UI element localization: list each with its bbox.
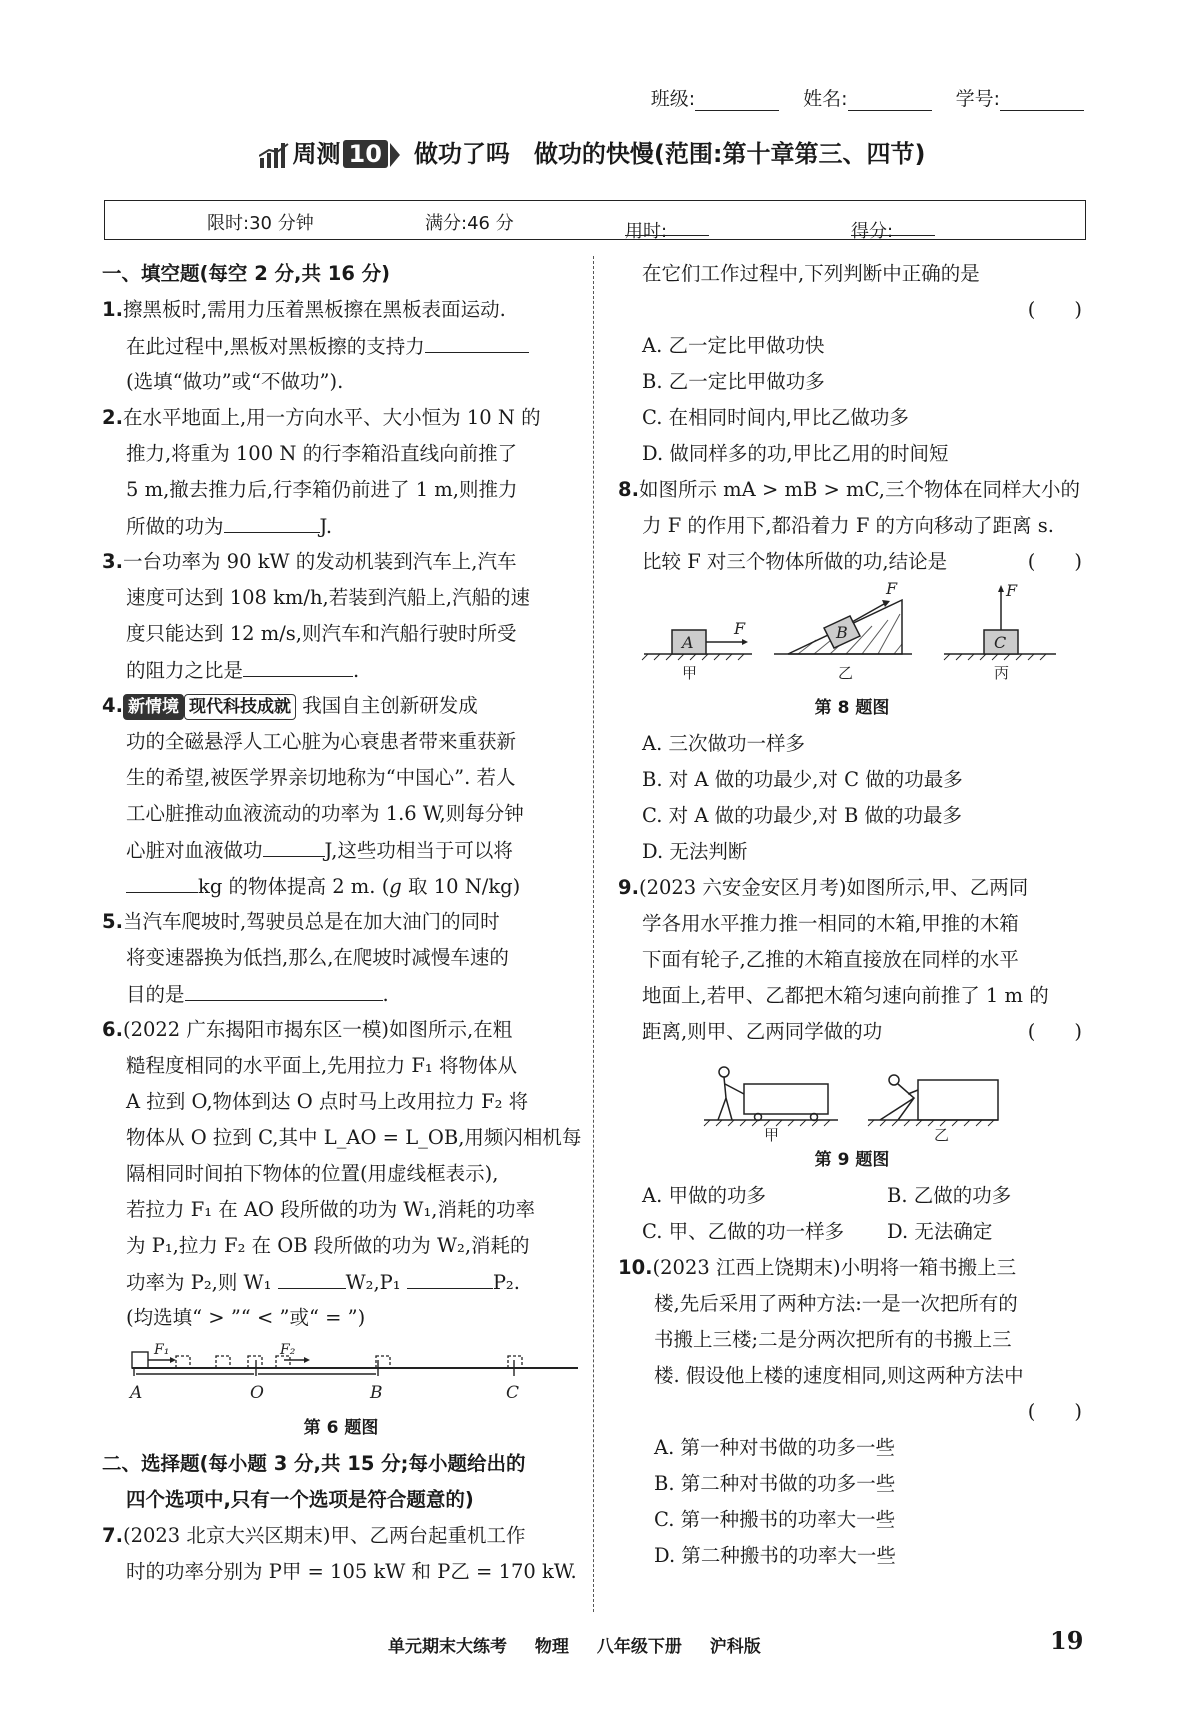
fig6-label-F1: F₁ [154, 1342, 170, 1358]
fig8-label-F-b: F [886, 580, 898, 598]
class-blank[interactable] [695, 90, 779, 111]
q9-option-b[interactable]: B. 乙做的功多 [887, 1184, 1012, 1207]
q5-blank[interactable] [185, 976, 383, 1001]
figure-6 [108, 1336, 578, 1410]
fig8-label-B: B [836, 623, 848, 642]
q6-line: W₂,P₁ [345, 1271, 401, 1294]
section2-heading: 四个选项中,只有一个选项是符合题意的) [126, 1488, 474, 1511]
q5-line: 将变速器换为低挡,那么,在爬坡时减慢车速的 [126, 946, 509, 969]
section1-heading: 一、填空题(每空 2 分,共 16 分) [102, 262, 391, 285]
fig8-label-C: C [994, 633, 1007, 652]
q9-number: 9. [618, 876, 639, 899]
q3-line: 度只能达到 12 m/s,则汽车和汽船行驶时所受 [126, 622, 517, 645]
q9-line: (2023 六安金安区月考)如图所示,甲、乙两同 [638, 876, 1029, 899]
q3-line: 速度可达到 108 km/h,若装到汽船上,汽船的速 [126, 586, 530, 609]
footer-edition: 沪科版 [709, 1637, 761, 1657]
q7-option-a[interactable]: A. 乙一定比甲做功快 [642, 334, 825, 357]
q10-option-a[interactable]: A. 第一种对书做的功多一些 [654, 1436, 895, 1459]
q3-blank[interactable] [243, 652, 353, 677]
fig6-label-B: B [370, 1383, 383, 1403]
fig9-label-jia: 甲 [764, 1126, 780, 1142]
q7-line: 时的功率分别为 P甲 = 105 kW 和 P乙 = 170 kW. [126, 1560, 577, 1583]
q9-line: 下面有轮子,乙推的木箱直接放在同样的水平 [642, 948, 1019, 971]
page-number: 19 [1050, 1626, 1084, 1655]
page-title [0, 134, 1184, 169]
q6-line: P₂. [492, 1271, 520, 1294]
score-blank[interactable] [851, 217, 935, 236]
q7-line: (2023 北京大兴区期末)甲、乙两台起重机工作 [122, 1524, 526, 1547]
q8-option-b[interactable]: B. 对 A 做的功最少,对 C 做的功最多 [642, 768, 963, 791]
section2-heading: 二、选择题(每小题 3 分,共 15 分;每小题给出的 [102, 1452, 526, 1475]
footer-grade: 八年级下册 [596, 1637, 682, 1657]
used-time-label: 用时: [625, 221, 668, 242]
q6-line: 隔相同时间拍下物体的位置(用虚线框表示), [126, 1162, 499, 1185]
right-column [618, 256, 1086, 1574]
q2-line: 所做的功为 [126, 515, 224, 538]
q4-line: kg 的物体提高 2 m. ( [198, 875, 390, 898]
q4-line: 我国自主创新研发成 [302, 694, 478, 717]
q5-line: 当汽车爬坡时,驾驶员总是在加大油门的同时 [122, 910, 500, 933]
q1-blank[interactable] [425, 328, 529, 353]
q6-line: 若拉力 F₁ 在 AO 段所做的功为 W₁,消耗的功率 [126, 1198, 535, 1221]
column-divider [593, 256, 594, 1612]
q6-line: 功率为 P₂,则 W₁ [126, 1271, 272, 1294]
fig8-label-bing: 丙 [994, 664, 1010, 682]
q8-line: 比较 F 对三个物体所做的功,结论是 [642, 550, 948, 573]
q5-period: . [382, 983, 389, 1006]
figure-6-caption: 第 6 题图 [303, 1418, 379, 1438]
q4-blank-2[interactable] [126, 868, 198, 893]
title-text: 做功了吗 做功的快慢(范围:第十章第三、四节) [413, 140, 926, 168]
q4-line: 生的希望,被医学界亲切地称为“中国心”. 若人 [126, 766, 516, 789]
q6-line: A 拉到 O,物体到达 O 点时马上改用拉力 F₂ 将 [126, 1090, 529, 1113]
q4-number: 4. [102, 694, 123, 717]
q4-line: 心脏对血液做功 [126, 839, 263, 862]
q10-option-d[interactable]: D. 第二种搬书的功率大一些 [654, 1544, 896, 1567]
fig8-label-A: A [682, 633, 694, 652]
q10-line: 楼. 假设他上楼的速度相同,则这两种方法中 [654, 1364, 1024, 1387]
q9-answer-paren[interactable]: ( ) [1027, 1020, 1082, 1043]
q9-option-d[interactable]: D. 无法确定 [887, 1220, 993, 1243]
q6-blank-1[interactable] [278, 1264, 346, 1289]
fig9-label-yi: 乙 [934, 1126, 950, 1142]
name-label: 姓名: [803, 88, 848, 110]
id-blank[interactable] [1000, 90, 1084, 111]
figure-8-caption: 第 8 题图 [814, 698, 890, 718]
fig6-label-F2: F₂ [280, 1342, 296, 1358]
page-footer [388, 1632, 783, 1657]
q9-option-a[interactable]: A. 甲做的功多 [642, 1184, 766, 1207]
class-label: 班级: [650, 88, 696, 110]
q4-line: 工心脏推动血液流动的功率为 1.6 W,则每分钟 [126, 802, 524, 825]
q4-blank-1[interactable] [263, 832, 325, 857]
q4-line: J,这些功相当于可以将 [324, 839, 513, 862]
q2-line: 在水平地面上,用一方向水平、大小恒为 10 N 的 [122, 406, 541, 429]
q8-line: 力 F 的作用下,都沿着力 F 的方向移动了距离 s. [642, 514, 1054, 537]
q10-option-c[interactable]: C. 第一种搬书的功率大一些 [654, 1508, 896, 1531]
q10-option-b[interactable]: B. 第二种对书做的功多一些 [654, 1472, 896, 1495]
q10-answer-paren[interactable]: ( ) [1027, 1400, 1082, 1423]
q9-option-c[interactable]: C. 甲、乙做的功一样多 [642, 1220, 845, 1243]
fig8-label-yi: 乙 [838, 664, 854, 682]
q6-line: 糙程度相同的水平面上,先用拉力 F₁ 将物体从 [126, 1054, 517, 1077]
q8-number: 8. [618, 478, 639, 501]
q2-number: 2. [102, 406, 123, 429]
q7-number: 7. [102, 1524, 123, 1547]
q2-line: 5 m,撤去推力后,行李箱仍前进了 1 m,则推力 [126, 478, 518, 501]
q10-line: (2023 江西上饶期末)小明将一箱书搬上三 [652, 1256, 1017, 1279]
q6-line: 为 P₁,拉力 F₂ 在 OB 段所做的功为 W₂,消耗的 [126, 1234, 530, 1257]
fig6-label-C: C [506, 1383, 520, 1403]
q7-option-d[interactable]: D. 做同样多的功,甲比乙用的时间短 [642, 442, 949, 465]
score-label: 得分: [851, 221, 894, 242]
name-blank[interactable] [848, 90, 932, 111]
q2-line: 推力,将重为 100 N 的行李箱沿直线向前推了 [126, 442, 518, 465]
bar-chart-icon [259, 142, 289, 168]
q9-line: 地面上,若甲、乙都把木箱匀速向前推了 1 m 的 [642, 984, 1049, 1007]
title-prefix: 周测 [292, 140, 341, 168]
q6-line: (2022 广东揭阳市揭东区一模)如图所示,在粗 [122, 1018, 513, 1041]
q3-period: . [353, 659, 360, 682]
student-info [651, 84, 1084, 111]
q1-line: 擦黑板时,需用力压着黑板擦在黑板表面运动. [122, 298, 506, 321]
q7-option-c[interactable]: C. 在相同时间内,甲比乙做功多 [642, 406, 909, 429]
q10-line: 楼,先后采用了两种方法:一是一次把所有的 [654, 1292, 1018, 1315]
q5-number: 5. [102, 910, 123, 933]
q6-line: 物体从 O 拉到 C,其中 L_AO = L_OB,用频闪相机每 [126, 1126, 582, 1149]
q8-option-c[interactable]: C. 对 A 做的功最少,对 B 做的功最多 [642, 804, 963, 827]
figure-8 [638, 580, 1098, 690]
q3-line: 一台功率为 90 kW 的发动机装到汽车上,汽车 [122, 550, 517, 573]
q8-line: 如图所示 mA > mB > mC,三个物体在同样大小的 [638, 478, 1080, 501]
q7-line: 在它们工作过程中,下列判断中正确的是 [642, 262, 980, 285]
q2-unit: J. [319, 515, 333, 538]
new-context-badge: 新情境 [123, 694, 184, 720]
q7-answer-paren[interactable]: ( ) [1027, 298, 1082, 321]
q9-line: 距离,则甲、乙两同学做的功 [642, 1020, 883, 1043]
q1-number: 1. [102, 298, 123, 321]
q5-line: 目的是 [126, 983, 185, 1006]
left-column [102, 256, 580, 1590]
q1-line: (选填“做功”或“不做功”). [126, 370, 344, 393]
q7-option-b[interactable]: B. 乙一定比甲做功多 [642, 370, 825, 393]
q9-line: 学各用水平推力推一相同的木箱,甲推的木箱 [642, 912, 1019, 935]
q6-line: (均选填“ > ”“ < ”或“ = ”) [126, 1306, 366, 1329]
figure-9-caption: 第 9 题图 [814, 1150, 890, 1170]
title-arrow-icon [390, 143, 400, 167]
q6-number: 6. [102, 1018, 123, 1041]
q2-blank[interactable] [224, 508, 320, 533]
exam-limits-box [104, 200, 1086, 240]
used-time-blank[interactable] [625, 217, 709, 236]
fig8-label-F-a: F [734, 619, 746, 638]
id-label: 学号: [955, 88, 1000, 110]
time-limit: 限时:30 分钟 [207, 213, 314, 234]
q8-option-a[interactable]: A. 三次做功一样多 [642, 732, 805, 755]
q3-line: 的阻力之比是 [126, 659, 244, 682]
footer-subject: 物理 [534, 1637, 569, 1657]
footer-series: 单元期末大练考 [388, 1637, 507, 1657]
fig8-label-jia: 甲 [682, 664, 698, 682]
q1-line: 在此过程中,黑板对黑板擦的支持力 [126, 335, 425, 358]
tech-achievement-badge: 现代科技成就 [184, 694, 296, 720]
q8-option-d[interactable]: D. 无法判断 [642, 840, 748, 863]
fig6-label-A: A [130, 1383, 143, 1403]
q4-line: 功的全磁悬浮人工心脏为心衰患者带来重获新 [126, 730, 517, 753]
q10-line: 书搬上三楼;二是分两次把所有的书搬上三 [654, 1328, 1012, 1351]
q4-g-symbol: g [389, 875, 402, 898]
q4-line: 取 10 N/kg) [401, 875, 521, 898]
q6-blank-2[interactable] [407, 1264, 493, 1289]
q3-number: 3. [102, 550, 123, 573]
q8-answer-paren[interactable]: ( ) [1027, 550, 1082, 573]
title-number: 10 [343, 140, 388, 168]
fig8-label-F-c: F [1006, 581, 1018, 600]
figure-9 [618, 1050, 1078, 1142]
q10-number: 10. [618, 1256, 653, 1279]
full-score: 满分:46 分 [425, 213, 514, 234]
fig6-label-O: O [250, 1383, 264, 1403]
